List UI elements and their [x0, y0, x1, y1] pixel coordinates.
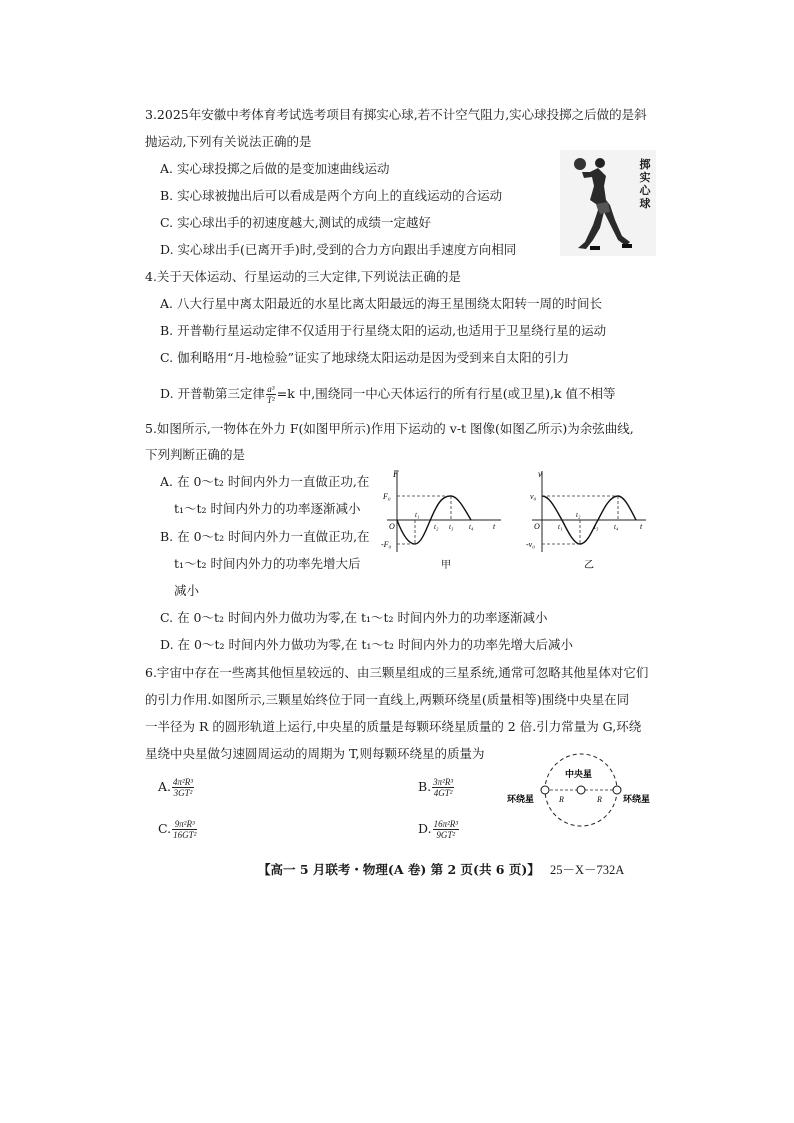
q3-stem-line1: 3.2025年安徽中考体育考试选考项目有掷实心球,若不计空气阻力,实心球投掷之后做的是斜 — [145, 107, 647, 122]
image-label-char-3: 心 — [639, 184, 651, 197]
q6-option-b-fraction — [432, 777, 454, 798]
q3-option-c: C. 实心球出手的初速度越大,测试的成绩一定越好 — [160, 215, 432, 230]
q6-stem-line4: 星绕中央星做匀速圆周运动的周期为 T,则每颗环绕星的质量为 — [145, 746, 485, 761]
q6-option-a-label: A. — [158, 779, 172, 794]
q6-option-c-fraction — [172, 819, 197, 840]
q6-option-c-den: 16GT² — [173, 830, 197, 840]
kepler-numerator: a³ — [267, 384, 275, 394]
q6-option-d-label: D. — [418, 821, 432, 836]
jia-caption: 甲 — [441, 560, 451, 571]
q4-option-d-suffix: =k 中,围绕同一中心天体运行的所有行星(或卫星),k 值不相等 — [276, 386, 616, 401]
left-star-label: 环绕星 — [507, 794, 535, 804]
yi-ylabel: v — [538, 469, 542, 479]
jia-t4: t₄ — [469, 523, 474, 531]
q5-option-b-line2: t₁～t₂ 时间内外力的功率先增大后 — [174, 556, 361, 571]
q6-option-d-fraction — [433, 819, 459, 840]
jia-ymax: F₀ — [383, 492, 391, 501]
q3-option-d: D. 实心球出手(已离开手)时,受到的合力方向跟出手速度方向相同 — [160, 242, 517, 257]
q4-option-b: B. 开普勒行星运动定律不仅适用于行星绕太阳的运动,也适用于卫星绕行星的运动 — [160, 323, 607, 338]
q6-option-a-den: 3GT² — [173, 788, 193, 798]
q5-option-b-line1: B. 在 0～t₂ 时间内外力一直做正功,在 — [160, 529, 370, 544]
yi-t4: t₄ — [614, 523, 619, 531]
yi-xlabel: t — [640, 522, 643, 531]
q6-option-b-label: B. — [418, 779, 432, 794]
q6-option-d-num: 16π²R³ — [433, 819, 458, 829]
q5-option-a-line1: A. 在 0～t₂ 时间内外力一直做正功,在 — [160, 474, 370, 489]
image-label-char-2: 实 — [639, 171, 651, 184]
q5-option-d: D. 在 0～t₂ 时间内外力做功为零,在 t₁～t₂ 时间内外力的功率先增大后减小 — [160, 637, 573, 652]
q6-option-c-label: C. — [158, 821, 172, 836]
left-orbiting-star — [541, 786, 549, 794]
q4-stem: 4.关于天体运动、行星运动的三大定律,下列说法正确的是 — [145, 269, 461, 284]
q6-option-c-num: 9π²R³ — [172, 819, 197, 830]
q6-stem-line1: 6.宇宙中存在一些离其他恒星较远的、由三颗星组成的三星系统,通常可忽略其他星体对它们 — [145, 665, 649, 680]
q4-option-a: A. 八大行星中离太阳最近的水星比离太阳最远的海王星围绕太阳转一周的时间长 — [160, 296, 602, 311]
jia-t3: t₃ — [449, 523, 454, 531]
graph-yi — [528, 466, 653, 578]
q3-stem-line2: 抛运动,下列有关说法正确的是 — [145, 134, 312, 149]
yi-caption: 乙 — [584, 560, 594, 571]
jia-t2: t₂ — [434, 523, 439, 531]
kepler-fraction — [266, 384, 276, 405]
jia-origin: O — [389, 522, 395, 531]
q6-option-a — [158, 777, 195, 798]
jia-t1: t₁ — [415, 511, 420, 519]
shot-put-image — [560, 150, 656, 256]
q6-option-a-num: 4π²R³ — [173, 777, 193, 787]
right-star-label: 环绕星 — [623, 794, 651, 804]
q6-stem-line2: 的引力作用.如图所示,三颗星始终位于同一直线上,两颗环绕星(质量相等)围绕中央星在同 — [145, 692, 630, 707]
q6-option-c — [158, 819, 198, 840]
graph-jia — [383, 466, 508, 578]
q5-option-c: C. 在 0～t₂ 时间内外力做功为零,在 t₁～t₂ 时间内外力的功率逐渐减小 — [160, 610, 548, 625]
three-star-diagram — [505, 752, 717, 828]
footer-code: 25－X－732A — [550, 863, 625, 877]
q3-option-b: B. 实心球被抛出后可以看成是两个方向上的直线运动的合运动 — [160, 188, 503, 203]
yi-ymin: -v₀ — [526, 540, 535, 549]
jia-ylabel: F — [393, 469, 399, 479]
q5-stem-line1: 5.如图所示,一物体在外力 F(如图甲所示)作用下运动的 v-t 图像(如图乙所示)为余弦曲线, — [145, 421, 634, 436]
central-star — [577, 786, 585, 794]
q4-option-c: C. 伽利略用“月-地检验”证实了地球绕太阳运动是因为受到来自太阳的引力 — [160, 350, 570, 365]
q6-stem-line3: 一半径为 R 的圆形轨道上运行,中央星的质量是每颗环绕星质量的 2 倍.引力常量为 G,环绕 — [145, 719, 642, 734]
q6-option-a-fraction — [172, 777, 194, 798]
radius-right-label: R — [597, 795, 602, 804]
q6-option-d — [418, 819, 460, 840]
q4-option-d — [160, 384, 616, 405]
q5-stem-line2: 下列判断正确的是 — [145, 447, 246, 462]
yi-t3: t₃ — [594, 523, 599, 531]
image-label-char-4: 球 — [639, 197, 651, 210]
footer-title: 【高一 5 月联考・物理(A 卷) 第 2 页(共 6 页)】 — [258, 862, 540, 877]
q5-option-a-line2: t₁～t₂ 时间内外力的功率逐渐减小 — [174, 501, 361, 516]
q5-option-b-line3: 减小 — [174, 583, 200, 598]
yi-t1: t₁ — [558, 523, 563, 531]
yi-origin: O — [534, 522, 540, 531]
central-star-label: 中央星 — [565, 769, 593, 779]
right-orbiting-star — [613, 786, 621, 794]
q6-option-b — [418, 777, 455, 798]
yi-t2: t₂ — [576, 511, 581, 519]
q6-option-b-num: 3π²R³ — [433, 777, 454, 787]
jia-ymin: -F₀ — [381, 540, 392, 549]
kepler-denominator: T² — [267, 395, 275, 405]
jia-xlabel: t — [493, 522, 496, 531]
q3-option-a: A. 实心球投掷之后做的是变加速曲线运动 — [160, 161, 390, 176]
image-label-char-1: 掷 — [639, 158, 651, 171]
q4-option-d-prefix: D. 开普勒第三定律 — [160, 386, 266, 401]
yi-ymax: v₀ — [530, 492, 537, 501]
q6-option-b-den: 4GT² — [433, 788, 453, 798]
q6-option-d-den: 9GT² — [436, 830, 456, 840]
radius-left-label: R — [559, 795, 564, 804]
